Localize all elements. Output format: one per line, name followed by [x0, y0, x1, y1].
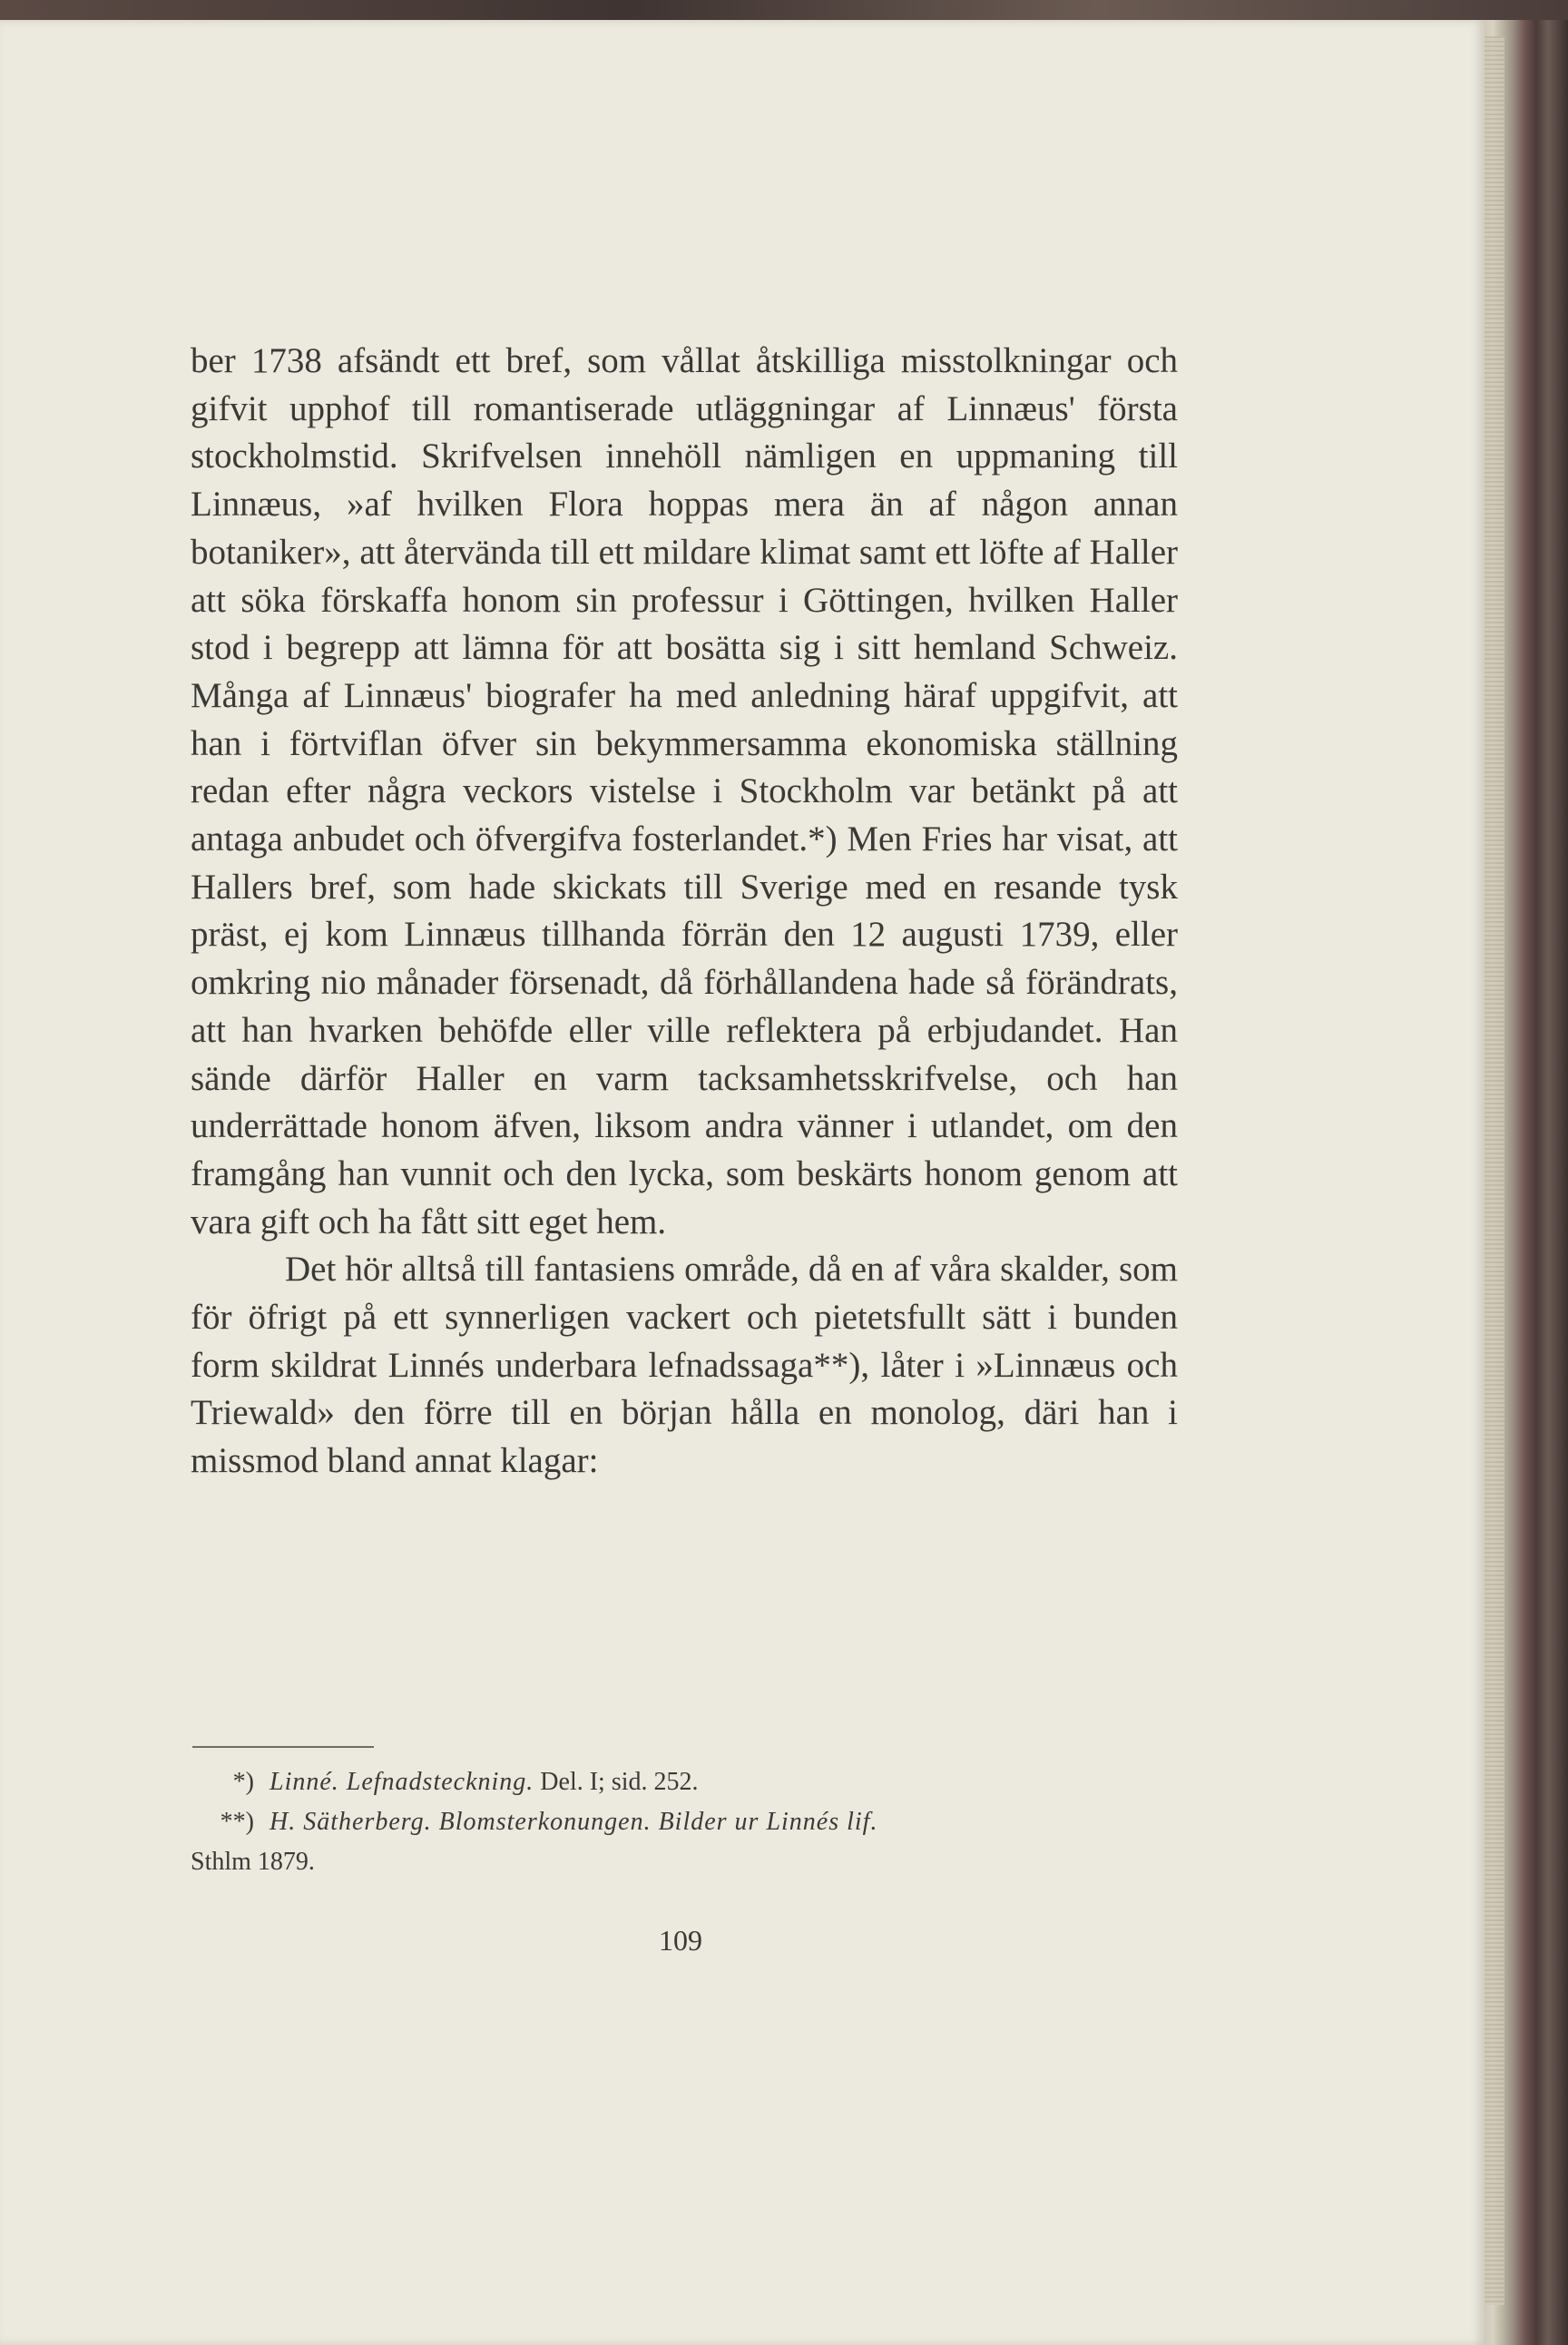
- paragraph: Det hör alltså till fantasiens område, då en af våra skalder, som för öfrigt på ett synnerligen vackert och pietetsfullt sätt i bunden form skildrat Linnés underbara lefnadssaga**), låter i »Linnæus och Triewald» den förre till en början hålla en monolog, däri han i missmod bland annat klagar:: [191, 1250, 1178, 1481]
- page-stack-edge: [1485, 36, 1504, 2305]
- footnote-source: H. Sätherberg. Blomsterkonungen. Bilder ur Linnés lif.: [270, 1808, 878, 1836]
- footnote-mark: **): [220, 1808, 254, 1836]
- footnote-detail: Del. I; sid. 252.: [540, 1768, 699, 1796]
- footnote-source: Linné. Lefnadsteckning.: [270, 1768, 534, 1796]
- body-text: [191, 338, 1178, 1486]
- footnote-detail: Sthlm 1879.: [191, 1848, 315, 1876]
- footnote-rule: [192, 1746, 374, 1748]
- footnotes: [191, 1762, 1178, 1882]
- book-top-edge: [0, 0, 1568, 22]
- paragraph: ber 1738 afsändt ett bref, som vållat åtskilliga misstolkningar och gifvit upphof till romantiserade utläggningar af Linnæus' första stockholmstid. Skrifvelsen innehöll nämligen en uppmaning till Linnæus, »af hvilken Flora hoppas mera än af någon annan botaniker», att återvända till ett mildare klimat samt ett löfte af Haller att söka förskaffa honom sin professur i Göttingen, hvilken Haller stod i begrepp att lämna för att bosätta sig i sitt hemland Schweiz. Många af Linnæus' biografer ha med anledning häraf uppgifvit, att han i förtviflan öfver sin bekymmersamma ekonomiska ställning redan efter några veckors vistelse i Stockholm var betänkt på att antaga anbudet och öfvergifva fosterlandet.*) Men Fries har visat, att Hallers bref, som hade skickats till Sverige med en resande tysk präst, ej kom Linnæus tillhanda förrän den 12 augusti 1739, eller omkring nio månader försenadt, då förhållandena hade så förändrats, att han hvarken behöfde eller ville reflektera på erbjudandet. Han sände därför Haller en varm tacksamhetsskrifvelse, och han underrättade honom äfven, liksom andra vänner i utlandet, om den framgång han vunnit och den lycka, som beskärts honom genom att vara gift och ha fått sitt eget hem.: [191, 341, 1178, 1241]
- footnote: [191, 1762, 1178, 1802]
- footnote-mark: *): [232, 1768, 254, 1796]
- page-number: 109: [659, 1924, 702, 1957]
- footnote: [191, 1802, 1178, 1882]
